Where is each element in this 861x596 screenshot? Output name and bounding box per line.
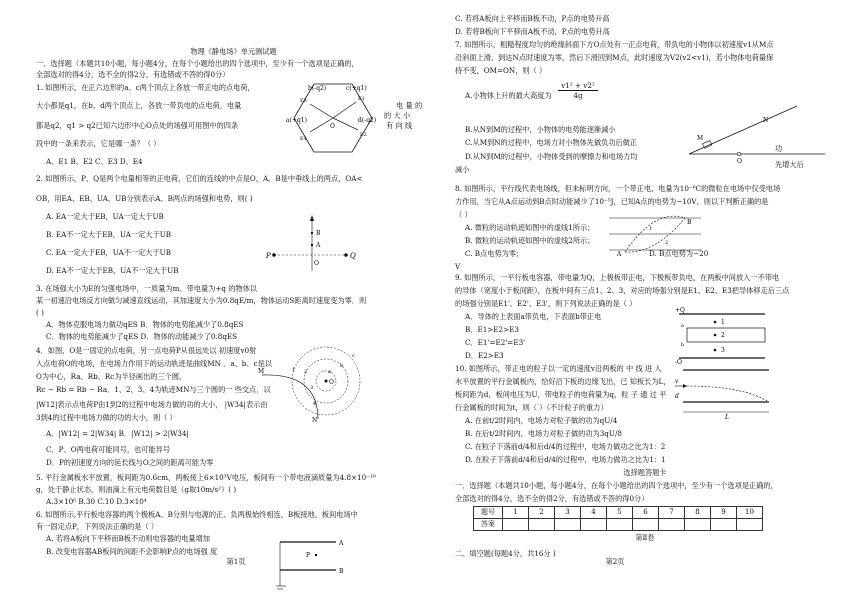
q1-text-2: 大小都是q1，在b、d两个顶点上，各放一带负电的点电荷，电量 bbox=[36, 101, 242, 110]
q10-option-a: A. 在前t/2时间内，电场力对粒子做的功为qU/4 bbox=[465, 416, 618, 425]
answer-cell[interactable] bbox=[685, 518, 711, 530]
q6-option-b: B. 改变电容器AB板间的间距不会影响P点的电场强 度 bbox=[46, 547, 218, 556]
answer-table-num: 5 bbox=[607, 507, 633, 519]
q1-options: A、E1 B、E2 C、E3 D、E4 bbox=[46, 157, 143, 166]
cap9-label-b: b bbox=[681, 342, 685, 348]
incline-label-m: M bbox=[697, 135, 704, 142]
hex-label-c: c(+q1) bbox=[346, 85, 367, 92]
q9-option-b: B．E1>E2>E3 bbox=[465, 325, 519, 334]
q5-options: A.3×10⁶ B.30 C.10 D.3×10⁴ bbox=[46, 497, 147, 506]
hex-label-o: O bbox=[330, 123, 335, 130]
q4-options-ab: A．|W12| = 2|W34| B．|W12| > 2|W34| bbox=[46, 429, 189, 438]
cap10-label-v: v bbox=[675, 378, 679, 385]
q4-option-c: C．P、O两电荷可能同号，也可能异号 bbox=[46, 445, 171, 454]
q7-option-c-tail: 功 bbox=[775, 144, 783, 153]
page-left bbox=[36, 0, 431, 596]
q9-option-a: A．导体的上表面a带负电，下表面b带正电 bbox=[465, 312, 602, 321]
answer-table-num: 1 bbox=[503, 507, 529, 519]
q7-option-c: C.从M到N的过程中，电场力对小物体先做负功后做正 bbox=[465, 138, 638, 147]
cap9-label-2: 2 bbox=[721, 332, 725, 339]
q2-option-a: A. EA一定大于EB，UA一定大于UB bbox=[46, 212, 164, 221]
answer-table-head-cell: 题号 bbox=[474, 507, 503, 519]
orbit-label-b: b bbox=[340, 363, 344, 369]
answer-card-title: 选择题答题卡 bbox=[623, 468, 667, 477]
q3-text-2: 某一初速沿电场反方向做匀减速直线运动，其加速度大小为0.8qE/m，物体运动S距离时速度变为零．则 bbox=[36, 296, 367, 305]
q7-option-d: D.从N到M的过程中，小物体受到的摩擦力和电场力均 bbox=[465, 152, 638, 161]
q4-text-5: |W12|表示点电荷P由1到2的过程中电场力做的功的大小， |W34|表示由 bbox=[36, 400, 268, 409]
answer-table-row-label: 答案 bbox=[474, 518, 503, 530]
orbit-figure bbox=[258, 343, 363, 423]
q4-text-6: 3到4的过程中电场力做的功的大小，则（ ） bbox=[36, 413, 177, 422]
answer-table-num: 9 bbox=[711, 507, 737, 519]
cap10-label-d: d bbox=[675, 393, 679, 400]
answer-table-num: 8 bbox=[685, 507, 711, 519]
section1-instr: 一、选择题（本题共10小题，每小题4分，在每个小题给出的四个选项中，至少有一个选项是正确的， bbox=[36, 59, 359, 68]
pq-figure bbox=[264, 213, 364, 278]
answer-cell[interactable] bbox=[555, 518, 581, 530]
pq-label-q: Q bbox=[350, 252, 356, 260]
q7-option-d-end: 减小 bbox=[455, 165, 470, 174]
q2-text-2: OB，用EA、EB、UA、UB分别表示A、B两点的场强和电势，则( ) bbox=[36, 194, 253, 203]
capacitor-figure-q10 bbox=[673, 364, 783, 420]
q1-text-4: 段中的一条来表示，它是哪一条？（ ） bbox=[36, 139, 161, 148]
page-footer-left: 第1页 bbox=[226, 557, 246, 566]
q3-text: 3. 在场强大小为E的匀强电场中，一质量为m、带电量为+q 的物体以 bbox=[36, 284, 257, 293]
orbit-label-n: N bbox=[312, 417, 318, 423]
q4-option-d: D．P的初速度方向的延长线与O之间的距离可能为零 bbox=[46, 458, 214, 467]
q7-fraction-denominator: 4g bbox=[573, 91, 583, 100]
answer-table bbox=[473, 506, 763, 531]
cap10-label-l: L bbox=[725, 414, 729, 420]
field-label-1: 1 bbox=[649, 226, 653, 232]
field-lines-figure bbox=[605, 214, 705, 258]
q7-text-2: 沿斜面上滑，到达N点时速度为零，然后下滑回到M点，此时速度为V2(v2<v1)，若小物体电荷量保 bbox=[455, 53, 774, 62]
answer-table-num: 4 bbox=[581, 507, 607, 519]
q4-text-3: O为中心，Ra、Rb、Rc为半径画出的三个圆， bbox=[36, 372, 187, 381]
q3-options-ab: A．物体克服电场力做功qES B．物体的电势能减少了0.8qES bbox=[46, 320, 244, 329]
orbit-label-m: M bbox=[258, 368, 265, 375]
q2-option-d: D. EA不一定大于EB，UA不一定大于UB bbox=[46, 266, 179, 275]
page-footer-right: 第2页 bbox=[605, 557, 625, 566]
pq-label-o: O bbox=[314, 260, 319, 267]
incline-label-o: O bbox=[737, 158, 742, 164]
hex-label-b: b(-q2) bbox=[308, 85, 327, 92]
capacitor-figure-q9 bbox=[675, 306, 770, 364]
hex-label-e2: E2 bbox=[360, 132, 367, 138]
q8-option-d: D. B点电势为−20 bbox=[649, 249, 709, 258]
q6-option-c: C. 若将A板向上平移而B板不动，P点的电势升高 bbox=[455, 14, 610, 23]
page-right bbox=[455, 0, 835, 596]
q9-text-3: 的场强分别是E1'、E2'、E3'，则下列说法正确的是（ ） bbox=[455, 299, 637, 308]
q8-text-2: 力作用，当它从A点运动到B点时动能减少了10⁻⁵J，已知A点的电势为−10V，则以下判断正确的是 bbox=[455, 197, 769, 206]
q10-text: 10. 如图所示，带正电的粒子以一定的速度v沿两板的 中 线 进 入 bbox=[455, 364, 662, 373]
q8-option-a: A. 微粒的运动轨迹如图中的虚线1所示； bbox=[465, 223, 595, 232]
hex-label-e3: E3 bbox=[300, 98, 307, 104]
pq-label-a: A bbox=[316, 242, 321, 249]
answer-cell[interactable] bbox=[581, 518, 607, 530]
answer-cell[interactable] bbox=[633, 518, 659, 530]
q2-text: 2. 如图所示，P、Q是两个电量相等的正电荷，它们的连线的中点是O，A、B是中垂线上的两点，OA< bbox=[36, 174, 363, 183]
q10-option-d: D. 在粒子下落前d/4和后d/4的过程中，电场力做功之比为1：1 bbox=[465, 455, 666, 464]
field-label-2: 2 bbox=[665, 240, 669, 246]
capacitor-figure-q6 bbox=[276, 536, 356, 594]
q7-text: 7. 如图所示，粗糙程度均匀的绝缘斜面下方O点处有一正点电荷，带负电的小物体以初速度v1从M点 bbox=[455, 40, 774, 49]
pq-label-b: B bbox=[316, 230, 321, 237]
field-label-b: B bbox=[687, 219, 692, 226]
orbit-label-c: c bbox=[352, 353, 355, 359]
incline-label-n: N bbox=[763, 117, 769, 124]
q1-text-r2: 的 大 小 bbox=[384, 111, 411, 120]
q4-text-4: Rc − Rb = Rb − Ra．1、2、3、4为轨迹MN与三个圆的一 些交点．以 bbox=[36, 385, 271, 394]
volume-2-heading: 第Ⅱ卷 bbox=[635, 533, 655, 542]
q7-fraction-numerator: v1² + v2² bbox=[558, 82, 598, 91]
answer-cell[interactable] bbox=[659, 518, 685, 530]
section1-instr-2: 全部选对的得4分，选不全的得2分，有选错或不答的得0分） bbox=[36, 70, 230, 79]
cap6-label-p: P bbox=[306, 552, 311, 559]
q3-options-cd: C．物体的电势能减少了qES D．物体的动能减少了0.8qES bbox=[46, 332, 238, 341]
q6-text: 6. 如图所示,平行板电容器的两个极板A、B分别与电源的正、负两极始终相连，B板接地，板间电场中 bbox=[36, 510, 358, 519]
q1-text-3: 都是q2，q1 > q2已知六边形中心O点处的场强可用图中的四条 bbox=[36, 121, 239, 130]
answer-cell[interactable] bbox=[529, 518, 555, 530]
orbit-label-4: 4 bbox=[313, 401, 317, 407]
pq-label-p: P bbox=[266, 252, 271, 260]
hex-label-e4: E4 bbox=[300, 136, 307, 142]
cap9-label-1: 1 bbox=[721, 319, 725, 326]
q9-text-2: 的导体（宽度小于板间距），在板中间有三点1、2、3，对应的场强分别是E1、E2、E3把导体移走后三点 bbox=[455, 286, 790, 295]
q10-text-4: 行金属板的时间为t，则（ ）（不计粒子的重力） bbox=[455, 403, 608, 412]
answer-cell[interactable] bbox=[503, 518, 529, 530]
q6-option-d: D. 若将B板向下平移而A板不动，P点的电势升高 bbox=[455, 27, 610, 36]
q10-text-3: 板间距为d，板间电压为U，带电粒子的电荷量为q，粒 子 通 过 平 bbox=[455, 390, 667, 399]
hex-label-a: a(+q1) bbox=[286, 117, 307, 124]
q8-text: 8. 如图所示，平行线代表电场线，但未标明方向，一个带正电、电量为10⁻⁶C的微粒在电场中仅受电场 bbox=[455, 184, 781, 193]
q5-text: 5. 平行金属板水平放置，板间距为0.6cm，两板接上6×10³V电压，板间有一个带电液滴质量为4.8×10⁻¹⁰ bbox=[36, 473, 376, 482]
answer-table-num: 2 bbox=[529, 507, 555, 519]
orbit-label-3: 3 bbox=[310, 385, 314, 391]
q9-option-d: D．E2>E3 bbox=[465, 351, 504, 360]
q2-option-b: B. EA不一定大于EB，UA一定大于UB bbox=[46, 230, 172, 239]
q4-text: 4．如图，O是一固定的点电荷，另一点电荷P从很远处以 初速度v0射 bbox=[36, 346, 257, 355]
q4-text-2: 入点电荷O的电场，在电场力作用下的运动轨迹是曲线MN ．a、b、c是以 bbox=[36, 359, 272, 368]
q7-option-b: B.从N到M的过程中，小物体的电势能逐渐减小 bbox=[465, 125, 616, 134]
q6-text-2: 有一固定点P，下列说法正确的是（ ） bbox=[36, 522, 159, 531]
cap6-label-a: A bbox=[339, 540, 344, 547]
orbit-label-o: O bbox=[329, 379, 334, 386]
q1-text-r1: 电 量 的 bbox=[396, 101, 423, 110]
answer-table-answer-row bbox=[474, 518, 763, 530]
cap9-label-3: 3 bbox=[721, 347, 725, 354]
answer-table-num: 6 bbox=[633, 507, 659, 519]
q1-text-r3: 有 向 线 bbox=[386, 121, 413, 130]
hex-label-e1: E1 bbox=[358, 96, 365, 102]
answer-card-instr: 一．选择题（本题共10小题，每小题4分，在每个小题给出的四个选项中，至少有一个选项是正确的， bbox=[455, 481, 778, 490]
cap6-label-b: B bbox=[339, 568, 344, 575]
q7-option-d-tail: 先增大后 bbox=[775, 160, 804, 169]
q10-text-2: 水平放置的平行金属板内，恰好沿下板的边缘飞出，已 知板长为L， bbox=[455, 377, 671, 386]
answer-card-instr-2: 全部选对的得4分，选不全的得2分，有选错或不答的得0分） bbox=[455, 494, 649, 503]
q8-option-d-end: V bbox=[455, 262, 461, 271]
answer-cell[interactable] bbox=[711, 518, 737, 530]
fill-blank-heading: 二、填空题(每题4分，共16分 ) bbox=[455, 549, 556, 558]
q2-option-c: C. EA一定大于EB，UA不一定大于UB bbox=[46, 248, 172, 257]
answer-table-num: 3 bbox=[555, 507, 581, 519]
orbit-label-1: 1 bbox=[292, 367, 296, 373]
hex-label-d: d(-q2) bbox=[358, 117, 377, 124]
cap9-label-top: +Q bbox=[675, 307, 685, 314]
q5-text-2: g，处于静止状态，则油滴上有元电荷数目是（g取10m/s²）( ) bbox=[36, 485, 237, 494]
q8-option-c: C. B点电势为零； bbox=[465, 249, 524, 258]
q10-option-c: C. 在粒子下落前d/4和后d/4的过程中，电场力做功之比为1：2 bbox=[465, 442, 666, 451]
orbit-label-2: 2 bbox=[304, 369, 308, 375]
hexagon-figure bbox=[286, 78, 381, 158]
q9-text: 9. 如图所示，一平行板电容器，带电量为Q，上极板带正电，下极板带负电，在两板中间放入一不带电 bbox=[455, 273, 780, 282]
orbit-label-a: a bbox=[328, 369, 331, 375]
answer-table-num: 7 bbox=[659, 507, 685, 519]
q8-text-3: （ ） bbox=[455, 210, 472, 219]
answer-cell[interactable] bbox=[607, 518, 633, 530]
incline-figure bbox=[685, 102, 835, 164]
answer-cell[interactable] bbox=[737, 518, 763, 530]
cap9-label-bot: -Q bbox=[675, 359, 682, 364]
field-label-a: A bbox=[617, 251, 622, 258]
q9-option-c: C．E1'=E2'=E3' bbox=[465, 338, 526, 347]
cap9-label-a: a bbox=[681, 323, 684, 329]
exam-title: 物理《静电场》单元测试题 bbox=[190, 47, 277, 56]
answer-table-num: 10 bbox=[737, 507, 763, 519]
answer-table-header-row bbox=[474, 507, 763, 519]
q1-text: 1. 如图所示，在正六边形的a、c两个顶点上各放一带正电的点电荷， bbox=[36, 83, 255, 92]
q10-option-b: B. 在后t/2时间内，电场力对粒子做的功为3qU/8 bbox=[465, 429, 622, 438]
q7-option-a: A.小物体上升的最大高度为 bbox=[465, 91, 552, 100]
q3-text-3: ( ) bbox=[36, 308, 44, 317]
q7-text-3: 持不变，OM=ON，则（ ） bbox=[455, 66, 547, 75]
q8-option-b: B. 微粒的运动轨迹如图中的虚线2所示； bbox=[465, 236, 595, 245]
q6-option-a: A. 若将A板向下平移而B板不动则电容器的电量增加 bbox=[46, 534, 210, 543]
